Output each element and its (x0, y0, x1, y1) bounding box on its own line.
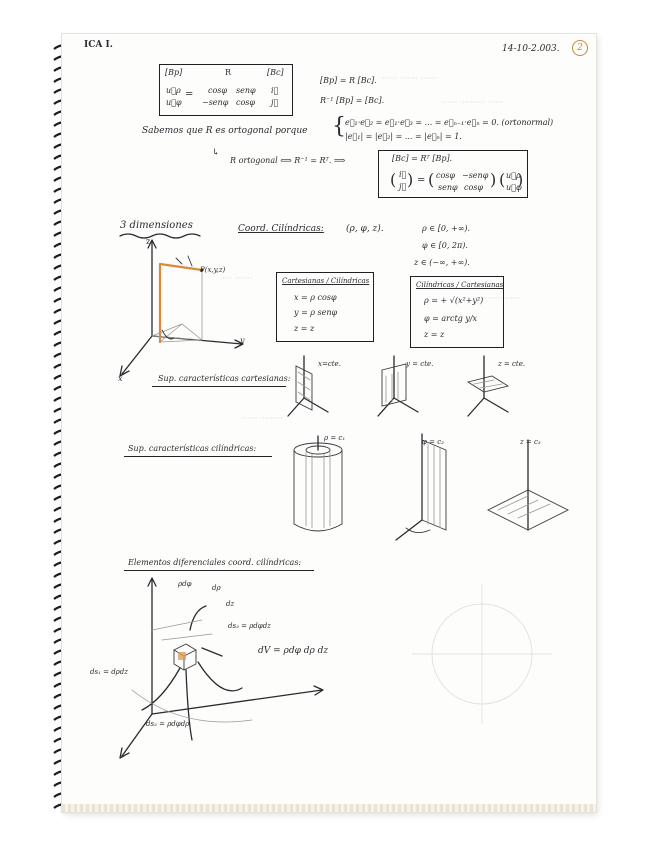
result-row1: i⃗ (399, 170, 407, 179)
matrix-row1: u⃗ρ (166, 86, 181, 95)
sup-cyl-rho: ρ = c₁ (324, 434, 346, 442)
paren-right: ) (490, 170, 497, 189)
result-equation: [Bc] = Rᵀ [Bp]. (392, 154, 453, 163)
matrix-row2: u⃗φ (166, 98, 182, 107)
section-heading-3d: 3 dimensiones (120, 220, 193, 231)
box1-line1: x = ρ cosφ (294, 293, 337, 302)
orthogonal-cond2: |e⃗₁| = |e⃗₂| = ... = |e⃗ₙ| = 1. (345, 132, 462, 141)
page-date: 14-10-2.003. (502, 44, 560, 54)
bleed-through-text: ······ ······· ······ (382, 74, 436, 83)
range-phi: φ ∈ [0, 2π). (422, 241, 468, 250)
equals-sign: = (417, 175, 426, 186)
cyl-triple: (ρ, φ, z). (346, 224, 384, 234)
result-m22: cosφ (464, 183, 484, 192)
box1-title: Cartesianas / Cilíndricas (282, 277, 370, 285)
page-header-title: ICA I. (84, 40, 113, 50)
torn-edge (62, 804, 596, 812)
matrix-m21: −senφ (202, 98, 229, 107)
diff-elements-label: Elementos diferenciales coord. cilíndricas: (128, 558, 302, 567)
sup-cart-label: Sup. características cartesianas: (158, 374, 291, 383)
result-m11: cosφ (436, 171, 456, 180)
matrix-m12: senφ (236, 86, 256, 95)
matrix-m11: cosφ (208, 86, 228, 95)
matrix-vec2: j⃗ (271, 98, 279, 107)
paren-right: ) (407, 170, 414, 189)
box2-title: Cilíndricas / Cartesianas (416, 281, 504, 289)
bleed-through-figure (392, 574, 572, 734)
matrix-vec1: i⃗ (271, 86, 279, 95)
sup-cart-underline (152, 386, 286, 387)
label-rdphi: ρdφ (178, 580, 192, 588)
matrix-m22: cosφ (236, 98, 256, 107)
bleed-through-text: ······ ·········· ······ (442, 98, 504, 107)
range-rho: ρ ∈ [0, +∞). (422, 224, 471, 233)
paren-left: ( (390, 170, 397, 189)
orthogonal-implication: R ortogonal ⟺ R⁻¹ = Rᵀ. ⟹ (230, 156, 346, 165)
axis-x-label: x (118, 374, 123, 383)
sup-cart-x: x=cte. (318, 360, 341, 368)
result-row2: j⃗ (399, 182, 407, 191)
axis-y-label: y (240, 336, 245, 345)
brace: { (332, 114, 346, 139)
cyl-heading: Coord. Cilíndricas: (238, 224, 324, 234)
label-ds1: ds₁ = dρdz (90, 668, 128, 676)
bleed-through-text: ······ ········· (242, 414, 283, 423)
paren-right: ) (517, 170, 524, 189)
box2-line3: z = z (424, 330, 445, 339)
box1-line3: z = z (294, 324, 315, 333)
cylindrical-axes-diagram (102, 234, 262, 384)
equation-inverse: R⁻¹ [Bp] = [Bc]. (320, 96, 385, 105)
bleed-through-text: ···· ······· (222, 274, 253, 283)
box2-line1: ρ = + √(x²+y²) (424, 296, 484, 305)
matrix-middle-label: R (225, 68, 232, 77)
point-label: P(x,y,z) (200, 266, 226, 274)
sup-cyl-label: Sup. características cilíndricas: (128, 444, 257, 453)
sup-cart-y: y = cte. (406, 360, 434, 368)
paren-left: ( (428, 170, 435, 189)
result-m21: senφ (438, 183, 458, 192)
paren-left: ( (499, 170, 506, 189)
axis-z-label: z (146, 237, 151, 246)
sup-cyl-phi: φ = c₂ (422, 438, 444, 446)
label-drho: dρ (212, 584, 221, 592)
bleed-through-text: ········ ······ (482, 294, 521, 303)
equals-sign: = (185, 89, 194, 100)
label-ds3: ds₃ = ρdφdz (228, 622, 271, 630)
matrix-right-label: [Bc] (267, 68, 284, 77)
equation-bp: [Bp] = R [Bc]. (320, 76, 377, 85)
orthogonal-sentence: Sabemos que R es ortogonal porque (142, 126, 308, 136)
implies-arrow: ↳ (212, 148, 220, 158)
range-z: z ∈ (−∞, +∞). (414, 258, 470, 267)
matrix-left-label: [Bp] (165, 68, 183, 77)
cylindrical-surfaces-diagram (278, 430, 578, 550)
sup-cyl-underline (124, 456, 272, 457)
page-number: 2 (572, 40, 588, 56)
result-vec2: u⃗φ (506, 183, 522, 192)
label-dv: dV = ρdφ dρ dz (258, 646, 329, 656)
box2-line2: φ = arctg y/x (424, 314, 478, 323)
notebook-page (62, 34, 596, 812)
result-m12: −senφ (462, 171, 489, 180)
box1-line2: y = ρ senφ (294, 308, 338, 317)
sup-cyl-z: z = c₃ (520, 438, 541, 446)
orthogonal-cond1: e⃗₁·e⃗₂ = e⃗₁·e⃗₃ = ... = e⃗ₙ₋₁·e⃗ₙ = 0. (ortonormal) (345, 118, 554, 127)
label-ds2: ds₂ = ρdφdρ (146, 720, 190, 728)
label-dz: dz (226, 600, 235, 608)
sup-cart-z: z = cte. (498, 360, 526, 368)
result-vec1: u⃗ρ (506, 171, 521, 180)
